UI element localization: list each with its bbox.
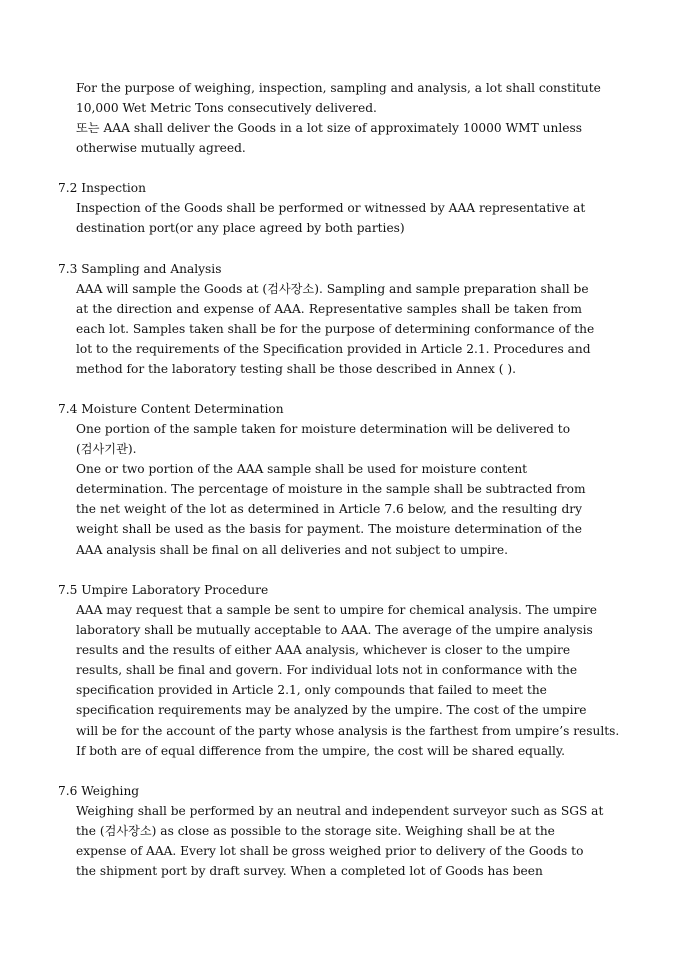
body-line: laboratory shall be mutually acceptable to AAA. The average of the umpire analysis bbox=[76, 623, 593, 638]
body-line: at the direction and expense of AAA. Representative samples shall be taken from bbox=[76, 302, 582, 317]
body-line: Weighing shall be performed by an neutral and independent surveyor such as SGS at bbox=[76, 804, 604, 818]
body-line: specification requirements may be analyzed by the umpire. The cost of the umpire bbox=[76, 703, 587, 718]
body-line: One portion of the sample taken for moisture determination will be delivered to bbox=[76, 422, 571, 436]
intro-paragraph bbox=[76, 78, 601, 158]
body-line: AAA analysis shall be final on all deliveries and not subject to umpire. bbox=[76, 542, 509, 557]
body-line: will be for the account of the party whose analysis is the farthest from umpire’s results. bbox=[76, 723, 620, 738]
section-body-7-2 bbox=[76, 198, 586, 238]
intro-line: For the purpose of weighing, inspection, sampling and analysis, a lot shall constitute bbox=[76, 81, 601, 95]
body-line: weight shall be used as the basis for payment. The moisture determination of the bbox=[76, 522, 582, 537]
body-line: Inspection of the Goods shall be performed or witnessed by AAA representative at bbox=[76, 201, 586, 215]
intro-line: 10,000 Wet Metric Tons consecutively delivered. bbox=[76, 101, 377, 116]
body-line: the net weight of the lot as determined in Article 7.6 below, and the resulting dry bbox=[76, 502, 582, 517]
section-body-7-6 bbox=[76, 801, 604, 881]
section-heading-7-3: 7.3 Sampling and Analysis bbox=[58, 262, 222, 276]
body-line: AAA may request that a sample be sent to umpire for chemical analysis. The umpire bbox=[76, 603, 597, 617]
body-line: AAA will sample the Goods at (검사장소). Sampling and sample preparation shall be bbox=[76, 282, 589, 296]
body-line: the shipment port by draft survey. When a completed lot of Goods has been bbox=[76, 864, 543, 879]
body-line: results and the results of either AAA analysis, whichever is closer to the umpire bbox=[76, 643, 571, 658]
body-line: the (검사장소) as close as possible to the storage site. Weighing shall be at the bbox=[76, 824, 555, 839]
body-line: If both are of equal difference from the umpire, the cost will be shared equally. bbox=[76, 743, 566, 758]
section-heading-7-6: 7.6 Weighing bbox=[58, 784, 140, 798]
intro-line: 또는 AAA shall deliver the Goods in a lot size of approximately 10000 WMT unless bbox=[76, 121, 582, 136]
section-heading-7-4: 7.4 Moisture Content Determination bbox=[58, 402, 284, 416]
section-body-7-5 bbox=[76, 600, 620, 761]
section-body-7-4 bbox=[76, 419, 586, 560]
body-line: determination. The percentage of moisture in the sample shall be subtracted from bbox=[76, 482, 586, 497]
body-line: specification provided in Article 2.1, only compounds that failed to meet the bbox=[76, 683, 547, 698]
body-line: lot to the requirements of the Specification provided in Article 2.1. Procedures and bbox=[76, 342, 591, 357]
body-line: results, shall be final and govern. For individual lots not in conformance with the bbox=[76, 663, 578, 678]
body-line: One or two portion of the AAA sample shall be used for moisture content bbox=[76, 462, 528, 477]
intro-line: otherwise mutually agreed. bbox=[76, 141, 246, 156]
section-body-7-3 bbox=[76, 279, 595, 379]
section-heading-7-2: 7.2 Inspection bbox=[58, 181, 146, 195]
body-line: method for the laboratory testing shall be those described in Annex ( ). bbox=[76, 362, 517, 377]
body-line: (검사기관). bbox=[76, 442, 137, 457]
body-line: destination port(or any place agreed by both parties) bbox=[76, 221, 405, 236]
body-line: expense of AAA. Every lot shall be gross weighed prior to delivery of the Goods to bbox=[76, 844, 584, 859]
body-line: each lot. Samples taken shall be for the purpose of determining conformance of the bbox=[76, 322, 595, 337]
section-heading-7-5: 7.5 Umpire Laboratory Procedure bbox=[58, 583, 269, 597]
